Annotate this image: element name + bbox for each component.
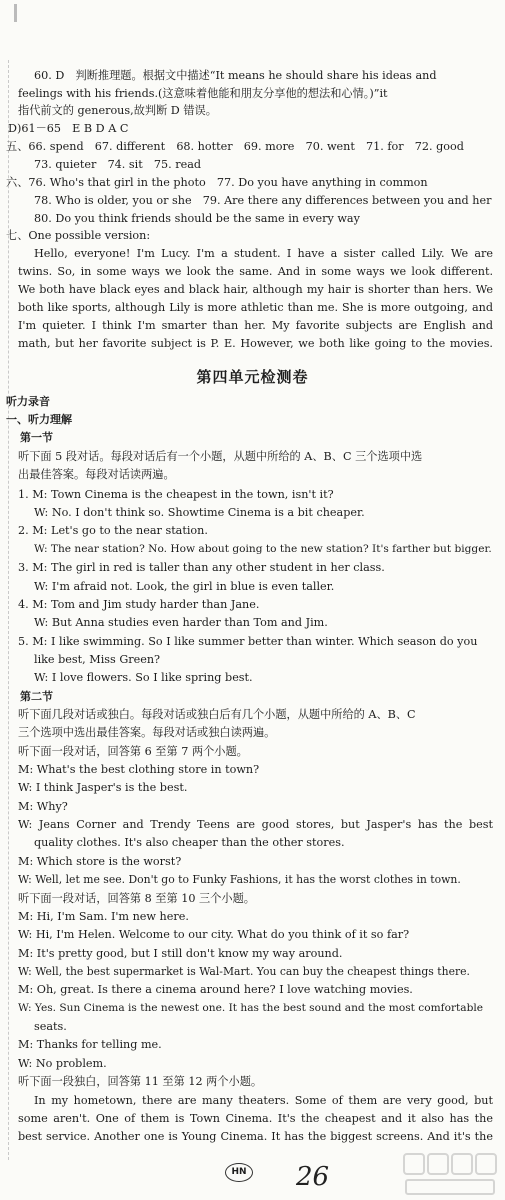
section-2-instructions-line-1: 听下面几段对话或独白。每段对话或独白后有几个小题，从题中所给的 A、B、C <box>18 708 416 721</box>
page-number: 26 <box>296 1162 330 1192</box>
dialogue-8-line-1: M: Hi, I'm Sam. I'm new here. <box>18 910 189 923</box>
monologue-line-2: some aren't. One of them is Town Cinema. It's the cheapest and it also has the <box>18 1112 493 1125</box>
dialogue-6-line-3: M: Why? <box>18 800 68 813</box>
monologue-line-1: In my hometown, there are many theaters. Some of them are very good, but <box>34 1094 493 1107</box>
dialogue-5-m-line-2: like best, Miss Green? <box>34 653 161 666</box>
dialogue-8-line-7: seats. <box>34 1020 67 1033</box>
dialogue-5-w: W: I love flowers. So I like spring best. <box>34 671 253 684</box>
dialogue-2-w: W: The near station? No. How about going to the new station? It's farther but bigger. <box>34 543 492 555</box>
section-1-instructions-line-2: 出最佳答案。每段对话读两遍。 <box>18 468 175 481</box>
section-2-instructions-line-2: 三个选项中选出最佳答案。每段对话或独白读两遍。 <box>18 726 276 739</box>
essay-line-2: twins. So, in some ways we look the same. And in some ways we look different. <box>18 265 493 278</box>
dialogue-4-w: W: But Anna studies even harder than Tom and Jim. <box>34 616 328 629</box>
listening-heading: 听力录音 <box>6 395 50 408</box>
dialogue-3-m: 3. M: The girl in red is taller than any other student in her class. <box>18 561 385 574</box>
dialogue-8-line-4: W: Well, the best supermarket is Wal-Mart. You can buy the cheapest things there. <box>18 965 470 978</box>
answer-section-7-title: 七、One possible version: <box>6 229 151 242</box>
dialogue-6-line-4: W: Jeans Corner and Trendy Teens are good stores, but Jasper's has the best <box>18 818 493 831</box>
answer-60-line-1: 60. D 判断推理题。根据文中描述“It means he should share his ideas and <box>34 69 437 82</box>
publisher-badge: HN <box>225 1163 253 1182</box>
monologue-11-12-intro: 听下面一段独白，回答第 11 至第 12 两个小题。 <box>18 1075 263 1088</box>
section-1-heading: 第一节 <box>20 431 53 444</box>
listening-part-1-heading: 一、听力理解 <box>6 413 72 426</box>
monologue-line-3: best service. Another one is Young Cinema. It has the biggest screens. And it's the <box>18 1130 493 1143</box>
dialogue-4-m: 4. M: Tom and Jim study harder than Jane. <box>18 598 260 611</box>
dialogue-6-line-2: W: I think Jasper's is the best. <box>18 781 188 794</box>
dialogue-8-line-5: M: Oh, great. Is there a cinema around here? I love watching movies. <box>18 983 413 996</box>
dialogue-1-m: 1. M: Town Cinema is the cheapest in the town, isn't it? <box>18 488 334 501</box>
essay-line-5: I'm quieter. I think I'm smarter than her. My favorite subjects are English and <box>18 319 493 332</box>
answer-section-6-line-1: 六、76. Who's that girl in the photo 77. Do you have anything in common <box>6 176 428 189</box>
answer-section-5-line-1: 五、66. spend 67. different 68. hotter 69. more 70. went 71. for 72. good <box>6 140 464 153</box>
binding-margin-line <box>8 60 9 1160</box>
dialogue-8-10-intro: 听下面一段对话，回答第 8 至第 10 三个小题。 <box>18 892 255 905</box>
answer-60-line-2: feelings with his friends.(这意味着他能和朋友分享他的想法和心情。)”it <box>18 87 388 100</box>
dialogue-8-line-9: W: No problem. <box>18 1057 107 1070</box>
dialogue-3-w: W: I'm afraid not. Look, the girl in blue is even taller. <box>34 580 335 593</box>
dialogue-8-line-3: M: It's pretty good, but I still don't know my way around. <box>18 947 343 960</box>
essay-line-1: Hello, everyone! I'm Lucy. I'm a student. I have a sister called Lily. We are <box>34 247 493 260</box>
dialogue-8-line-8: M: Thanks for telling me. <box>18 1038 162 1051</box>
dialogue-6-line-7: W: Well, let me see. Don't go to Funky Fashions, it has the worst clothes in town. <box>18 873 461 886</box>
answer-section-5-line-2: 73. quieter 74. sit 75. read <box>34 158 202 171</box>
section-2-heading: 第二节 <box>20 690 53 703</box>
dialogue-5-m-line-1: 5. M: I like swimming. So I like summer better than winter. Which season do you <box>18 635 478 648</box>
dialogue-6-line-6: M: Which store is the worst? <box>18 855 182 868</box>
dialogue-8-line-6: W: Yes. Sun Cinema is the newest one. It has the best sound and the most comfortable <box>18 1002 484 1014</box>
essay-line-3: We both have black eyes and black hair, although my hair is shorter than hers. We <box>18 283 493 296</box>
dialogue-2-m: 2. M: Let's go to the near station. <box>18 524 208 537</box>
dialogue-6-line-5: quality clothes. It's also cheaper than the other stores. <box>34 836 345 849</box>
dialogue-1-w: W: No. I don't think so. Showtime Cinema is a bit cheaper. <box>34 506 365 519</box>
essay-line-6: math, but her favorite subject is P. E. However, we both like going to the movies. <box>18 337 493 350</box>
answer-61-65: D)61－65 E B D A C <box>8 122 129 135</box>
margin-mark <box>14 4 17 22</box>
section-1-instructions-line-1: 听下面 5 段对话。每段对话后有一个小题，从题中所给的 A、B、C 三个选项中选 <box>18 450 423 463</box>
essay-line-4: both like sports, although Lily is more athletic than me. She is more outgoing, and <box>18 301 493 314</box>
unit-test-title: 第四单元检测卷 <box>196 368 309 386</box>
answer-section-6-line-2: 78. Who is older, you or she 79. Are there any differences between you and her <box>34 194 492 207</box>
watermark-logo-icon <box>400 1150 500 1198</box>
answer-60-line-3: 指代前文的 generous,故判断 D 错误。 <box>18 104 217 117</box>
dialogue-6-line-1: M: What's the best clothing store in town? <box>18 763 260 776</box>
dialogue-8-line-2: W: Hi, I'm Helen. Welcome to our city. What do you think of it so far? <box>18 928 410 941</box>
dialogue-6-7-intro: 听下面一段对话，回答第 6 至第 7 两个小题。 <box>18 745 248 758</box>
answer-section-6-line-3: 80. Do you think friends should be the same in every way <box>34 212 360 225</box>
